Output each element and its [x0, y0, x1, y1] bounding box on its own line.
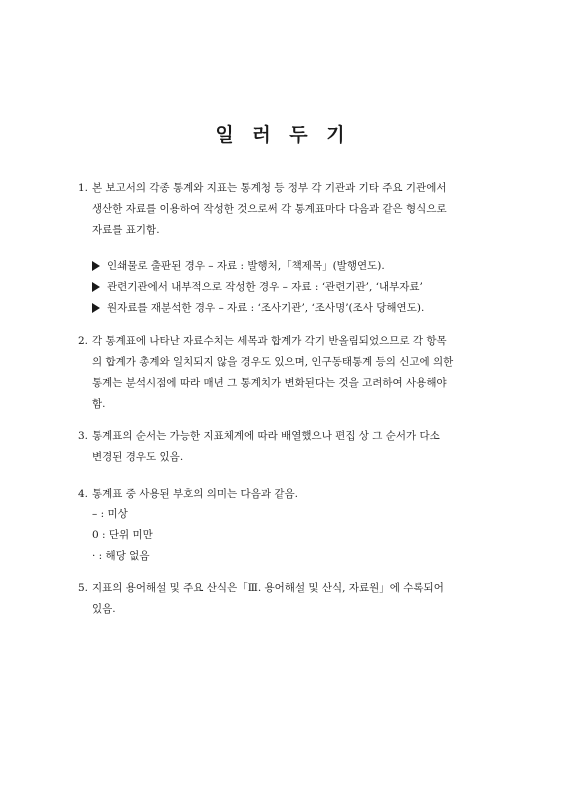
note-item-3: [78, 426, 494, 468]
source-format-item: [92, 277, 492, 298]
source-format-text: 인쇄물로 출판된 경우 – 자료 : 발행처,「책제목」(발행연도).: [107, 260, 385, 272]
item-body: [92, 426, 494, 468]
item-body: [92, 484, 494, 505]
source-format-item: [92, 298, 492, 319]
item-line: 통계는 분석시점에 따라 매년 그 통계치가 변화된다는 것을 고려하여 사용해야: [92, 377, 447, 389]
note-item-5: [78, 578, 494, 620]
item-line: 변경된 경우도 있음.: [92, 451, 184, 463]
page-title: 일 러 두 기: [215, 124, 351, 146]
item-line: 통계표의 순서는 가능한 지표체계에 따라 배열했으나 편집 상 그 순서가 다소: [92, 430, 440, 442]
item-number: 2.: [78, 335, 89, 347]
item-line: 통계표 중 사용된 부호의 의미는 다음과 같음.: [92, 488, 298, 500]
source-format-item: [92, 256, 492, 277]
item-line: 생산한 자료를 이용하여 작성한 것으로써 각 통계표마다 다음과 같은 형식으로: [92, 203, 447, 215]
triangle-bullet-icon: [92, 303, 100, 313]
item-line: 각 통계표에 나타난 자료수치는 세목과 합계가 각기 반올림되었으므로 각 항목: [92, 335, 447, 347]
item-number: 4.: [78, 488, 89, 500]
symbol-legend: [92, 504, 392, 567]
note-item-4: [78, 484, 494, 505]
item-number: 1.: [78, 182, 89, 194]
item-number: 3.: [78, 430, 89, 442]
item-body: [92, 578, 494, 620]
triangle-bullet-icon: [92, 282, 100, 292]
item-number: 5.: [78, 582, 89, 594]
item-line: 자료를 표기함.: [92, 224, 160, 236]
item-line: 함.: [92, 398, 106, 410]
item-body: [92, 331, 494, 415]
symbol-item: 0 : 단위 미만: [92, 529, 153, 541]
item-line: 의 합계가 총계와 일치되지 않을 경우도 있으며, 인구동태통계 등의 신고에 의한: [92, 356, 454, 368]
source-format-text: 원자료를 재분석한 경우 – 자료 : ‘조사기관’, ‘조사명’(조사 당해연도).: [107, 302, 425, 314]
note-item-1: [78, 178, 494, 241]
source-format-list: [92, 256, 492, 319]
item-line: 있음.: [92, 603, 116, 615]
item-line: 본 보고서의 각종 통계와 지표는 통계청 등 정부 각 기관과 기타 주요 기관에서: [92, 182, 447, 194]
item-line: 지표의 용어해설 및 주요 산식은「Ⅲ. 용어해설 및 산식, 자료원」에 수록되어: [92, 582, 444, 594]
note-item-2: [78, 331, 494, 415]
item-body: [92, 178, 494, 241]
symbol-item: – : 미상: [92, 508, 128, 520]
source-format-text: 관련기관에서 내부적으로 작성한 경우 – 자료 : ‘관련기관’, ‘내부자료’: [107, 281, 423, 293]
triangle-bullet-icon: [92, 261, 100, 271]
symbol-item: · : 해당 없음: [92, 550, 150, 562]
